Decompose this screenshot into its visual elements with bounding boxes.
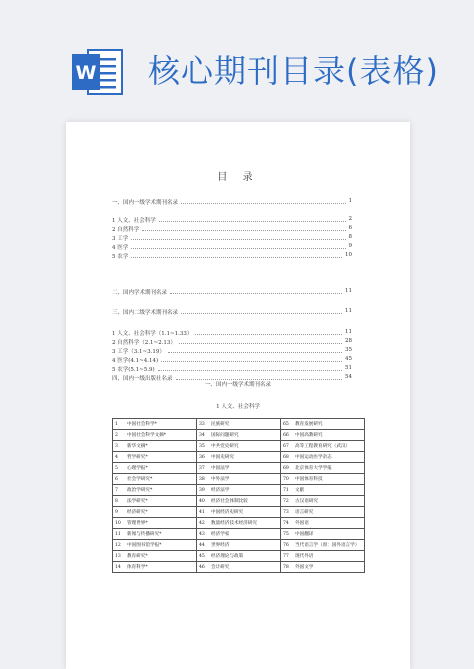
journal-name: 文献 bbox=[295, 488, 305, 493]
journal-number: 3 bbox=[115, 444, 118, 449]
toc-group bbox=[112, 198, 352, 207]
table-cell bbox=[113, 518, 197, 529]
journal-name: 经济研究* bbox=[127, 510, 148, 515]
table-cell bbox=[113, 474, 197, 485]
toc-leader-dots bbox=[131, 239, 346, 240]
journal-number: 68 bbox=[283, 455, 289, 460]
journal-number: 46 bbox=[199, 565, 205, 570]
table-cell bbox=[197, 540, 281, 551]
table-cell bbox=[113, 430, 197, 441]
journal-name: 哲学研究* bbox=[127, 455, 148, 460]
journal-number: 37 bbox=[199, 466, 205, 471]
table-row bbox=[113, 562, 365, 573]
toc-entry[interactable] bbox=[112, 225, 352, 234]
journal-name: 外国语 bbox=[295, 521, 309, 526]
journal-number: 75 bbox=[283, 532, 289, 537]
table-cell bbox=[113, 562, 197, 573]
journal-name: 中国法学 bbox=[211, 466, 230, 471]
table-row bbox=[113, 485, 365, 496]
table-cell bbox=[281, 562, 365, 573]
toc-entry-page: 11 bbox=[345, 329, 352, 336]
journal-name: 经济理论与政策 bbox=[211, 554, 244, 559]
toc-entry-page: 6 bbox=[348, 225, 352, 232]
toc-leader-dots bbox=[195, 334, 342, 335]
journal-name: 中外法学 bbox=[211, 477, 230, 482]
journal-number: 13 bbox=[115, 554, 121, 559]
table-cell bbox=[281, 441, 365, 452]
table-cell bbox=[197, 441, 281, 452]
table-row bbox=[113, 507, 365, 518]
banner bbox=[0, 0, 474, 118]
table-cell bbox=[281, 507, 365, 518]
table-cell bbox=[113, 452, 197, 463]
page-title: 核心期刊目录(表格) bbox=[148, 52, 439, 90]
table-cell bbox=[197, 430, 281, 441]
toc-entry-label: 5 农学 bbox=[112, 254, 129, 261]
journal-name: 新华文摘* bbox=[127, 444, 148, 449]
journal-name: 现代外语 bbox=[295, 554, 314, 559]
table-cell bbox=[281, 551, 365, 562]
toc-entry-label: 1 人文、社会科学 bbox=[112, 218, 156, 225]
journal-number: 73 bbox=[283, 510, 289, 515]
toc-entry[interactable] bbox=[112, 365, 352, 374]
toc-group bbox=[112, 308, 352, 317]
journal-number: 78 bbox=[283, 565, 289, 570]
table-cell bbox=[113, 485, 197, 496]
table-row bbox=[113, 496, 365, 507]
toc-entry[interactable] bbox=[112, 288, 352, 297]
journal-number: 7 bbox=[115, 488, 118, 493]
table-row bbox=[113, 452, 365, 463]
table-cell bbox=[197, 529, 281, 540]
table-cell bbox=[113, 529, 197, 540]
journal-number: 4 bbox=[115, 455, 118, 460]
toc-leader-dots bbox=[168, 352, 342, 353]
journal-table bbox=[112, 418, 365, 573]
journal-number: 66 bbox=[283, 433, 289, 438]
journal-number: 42 bbox=[199, 521, 205, 526]
table-cell bbox=[281, 419, 365, 430]
toc-entry-label: 一、国内一级学术期刊名录 bbox=[112, 200, 179, 206]
toc-entry[interactable] bbox=[112, 356, 352, 365]
table-cell bbox=[281, 518, 365, 529]
table-row bbox=[113, 463, 365, 474]
journal-name: 高等工程教育研究（武汉） bbox=[295, 444, 351, 449]
toc-entry-label: 2 自然科学 bbox=[112, 227, 140, 234]
toc-leader-dots bbox=[181, 313, 342, 314]
toc-entry-page: 11 bbox=[345, 287, 352, 294]
journal-name: 中国社会科学文摘* bbox=[127, 433, 167, 438]
journal-name: 政治学研究* bbox=[127, 488, 153, 493]
toc-entry-page: 35 bbox=[345, 347, 352, 354]
journal-number: 2 bbox=[115, 433, 118, 438]
toc-entry-page: 2 bbox=[348, 216, 352, 223]
journal-name: 中国运动医学杂志 bbox=[295, 455, 332, 460]
journal-name: 社会学研究* bbox=[127, 477, 153, 482]
toc-leader-dots bbox=[131, 257, 342, 258]
journal-name: 中国经济史研究 bbox=[211, 510, 244, 515]
journal-name: 新闻与传播研究* bbox=[127, 532, 162, 537]
toc-entry-label: 二、国内学术期刊名录 bbox=[112, 289, 168, 296]
section-heading: 一、国内一级学术期刊名录 bbox=[204, 382, 271, 388]
toc-leader-dots bbox=[181, 203, 346, 204]
journal-number: 74 bbox=[283, 521, 289, 526]
toc-entry[interactable] bbox=[112, 234, 352, 243]
table-cell bbox=[197, 507, 281, 518]
toc-entry-label: 5 农学(5.1~5.9) bbox=[112, 367, 155, 374]
toc-entry-label: 4 医学 bbox=[112, 245, 129, 252]
journal-number: 43 bbox=[199, 532, 205, 537]
toc-entry-label: 4 医学(4.1~4.14) bbox=[112, 358, 159, 365]
toc-entry-label: 三、国内二级学术期刊名录 bbox=[112, 310, 179, 317]
toc-entry-page: 10 bbox=[345, 252, 352, 259]
journal-name: 民族研究 bbox=[211, 422, 230, 427]
toc-entry-label: 2 自然科学（2.1~2.13） bbox=[112, 340, 176, 347]
toc-leader-dots bbox=[131, 248, 346, 249]
toc-leader-dots bbox=[142, 230, 346, 231]
journal-name: 经济法学 bbox=[211, 488, 230, 493]
journal-name: 中国体育科技 bbox=[295, 477, 323, 482]
table-row bbox=[113, 430, 365, 441]
journal-number: 10 bbox=[115, 521, 121, 526]
table-cell bbox=[281, 496, 365, 507]
toc-leader-dots bbox=[179, 343, 342, 344]
toc-entry[interactable] bbox=[112, 308, 352, 317]
journal-number: 77 bbox=[283, 554, 289, 559]
table-cell bbox=[197, 463, 281, 474]
journal-name: 北京体育大学学报 bbox=[295, 466, 332, 471]
toc-leader-dots bbox=[159, 221, 346, 222]
toc-leader-dots bbox=[158, 370, 342, 371]
journal-number: 38 bbox=[199, 477, 205, 482]
journal-name: 会计研究 bbox=[211, 565, 230, 570]
table-row bbox=[113, 551, 365, 562]
journal-name: 中国社会科学* bbox=[127, 422, 157, 427]
table-row bbox=[113, 518, 365, 529]
table-cell bbox=[113, 463, 197, 474]
table-cell bbox=[197, 485, 281, 496]
journal-number: 33 bbox=[199, 422, 205, 427]
toc-entry-page: 45 bbox=[345, 356, 352, 363]
journal-name: 古汉语研究 bbox=[295, 499, 318, 504]
journal-number: 67 bbox=[283, 444, 289, 449]
toc-entry-label: 1 人文、社会科学（1.1~1.33） bbox=[112, 331, 193, 338]
table-cell bbox=[281, 474, 365, 485]
journal-number: 36 bbox=[199, 455, 205, 460]
journal-name: 世界经济 bbox=[211, 543, 230, 548]
toc-entry-label: 3 工学（3.1~3.19） bbox=[112, 349, 165, 356]
journal-name: 国际问题研究 bbox=[211, 433, 239, 438]
table-cell bbox=[197, 518, 281, 529]
table-cell bbox=[281, 430, 365, 441]
toc-entry[interactable] bbox=[112, 198, 352, 207]
journal-name: 语言研究 bbox=[295, 510, 314, 515]
toc-entry-label: 四、国内一级出版社名录 bbox=[112, 376, 173, 383]
journal-number: 65 bbox=[283, 422, 289, 427]
table-cell bbox=[197, 496, 281, 507]
journal-number: 9 bbox=[115, 510, 118, 515]
journal-name: 数量经济技术经济研究 bbox=[211, 521, 257, 526]
journal-name: 经济学家 bbox=[211, 532, 230, 537]
journal-name: 外国文学 bbox=[295, 565, 314, 570]
table-row bbox=[113, 419, 365, 430]
journal-number: 34 bbox=[199, 433, 205, 438]
journal-name: 中国高教研究 bbox=[295, 433, 323, 438]
journal-number: 44 bbox=[199, 543, 205, 548]
journal-number: 5 bbox=[115, 466, 118, 471]
journal-name: 法学研究* bbox=[127, 499, 148, 504]
toc-entry-page: 9 bbox=[348, 243, 352, 250]
journal-name: 中共党史研究 bbox=[211, 444, 239, 449]
table-cell bbox=[197, 452, 281, 463]
journal-name: 体育科学* bbox=[127, 565, 148, 570]
journal-number: 69 bbox=[283, 466, 289, 471]
journal-number: 11 bbox=[115, 532, 121, 537]
table-row bbox=[113, 474, 365, 485]
table-cell bbox=[197, 419, 281, 430]
journal-number: 70 bbox=[283, 477, 289, 482]
table-cell bbox=[197, 474, 281, 485]
journal-name: 中国翻译 bbox=[295, 532, 314, 537]
journal-number: 72 bbox=[283, 499, 289, 504]
toc-group bbox=[112, 329, 352, 383]
journal-number: 8 bbox=[115, 499, 118, 504]
toc-entry-page: 8 bbox=[348, 234, 352, 241]
journal-name: 中国史研究 bbox=[211, 455, 234, 460]
table-row bbox=[113, 441, 365, 452]
table-row bbox=[113, 540, 365, 551]
table-cell bbox=[197, 551, 281, 562]
journal-number: 40 bbox=[199, 499, 205, 504]
word-icon bbox=[70, 44, 126, 100]
journal-name: 中国图书馆学报* bbox=[127, 543, 162, 548]
journal-number: 76 bbox=[283, 543, 289, 548]
document-page bbox=[66, 122, 410, 669]
toc-entry[interactable] bbox=[112, 216, 352, 225]
toc-entry[interactable] bbox=[112, 338, 352, 347]
journal-number: 35 bbox=[199, 444, 205, 449]
toc-entry[interactable] bbox=[112, 329, 352, 338]
toc-entry-page: 51 bbox=[345, 365, 352, 372]
toc-leader-dots bbox=[161, 361, 342, 362]
journal-number: 39 bbox=[199, 488, 205, 493]
table-cell bbox=[113, 419, 197, 430]
table-cell bbox=[281, 529, 365, 540]
toc-group bbox=[112, 216, 352, 261]
journal-number: 12 bbox=[115, 543, 121, 548]
journal-number: 6 bbox=[115, 477, 118, 482]
journal-name: 管理世界* bbox=[127, 521, 148, 526]
table-cell bbox=[281, 485, 365, 496]
journal-number: 14 bbox=[115, 565, 121, 570]
journal-number: 41 bbox=[199, 510, 205, 515]
toc-title: 目 录 bbox=[217, 172, 259, 183]
table-cell bbox=[113, 441, 197, 452]
section-subheading: 1 人文、社会科学 bbox=[216, 404, 260, 410]
journal-name: 当代语言学（原：国外语言学） bbox=[295, 543, 360, 548]
toc-entry-page: 54 bbox=[345, 374, 352, 381]
table-row bbox=[113, 529, 365, 540]
table-cell bbox=[197, 562, 281, 573]
toc-entry-page: 1 bbox=[348, 198, 352, 204]
table-cell bbox=[113, 496, 197, 507]
table-cell bbox=[281, 452, 365, 463]
table-cell bbox=[281, 540, 365, 551]
toc-entry[interactable] bbox=[112, 252, 352, 261]
toc-leader-dots bbox=[170, 293, 342, 294]
journal-name: 经济社会体制比较 bbox=[211, 499, 248, 504]
journal-number: 1 bbox=[115, 422, 118, 427]
journal-name: 教育研究* bbox=[127, 554, 148, 559]
table-cell bbox=[113, 507, 197, 518]
toc-entry[interactable] bbox=[112, 243, 352, 252]
toc-entry[interactable] bbox=[112, 347, 352, 356]
journal-name: 教育发展研究 bbox=[295, 422, 323, 427]
table-cell bbox=[113, 540, 197, 551]
toc-entry-page: 28 bbox=[345, 338, 352, 345]
journal-number: 45 bbox=[199, 554, 205, 559]
table-cell bbox=[281, 463, 365, 474]
journal-number: 71 bbox=[283, 488, 289, 493]
word-logo-letter: W bbox=[75, 62, 97, 84]
toc-entry-page: 11 bbox=[345, 308, 352, 315]
journal-name: 心理学报* bbox=[127, 466, 148, 471]
table-cell bbox=[113, 551, 197, 562]
toc-group bbox=[112, 288, 352, 297]
toc-entry-label: 3 工学 bbox=[112, 236, 129, 243]
